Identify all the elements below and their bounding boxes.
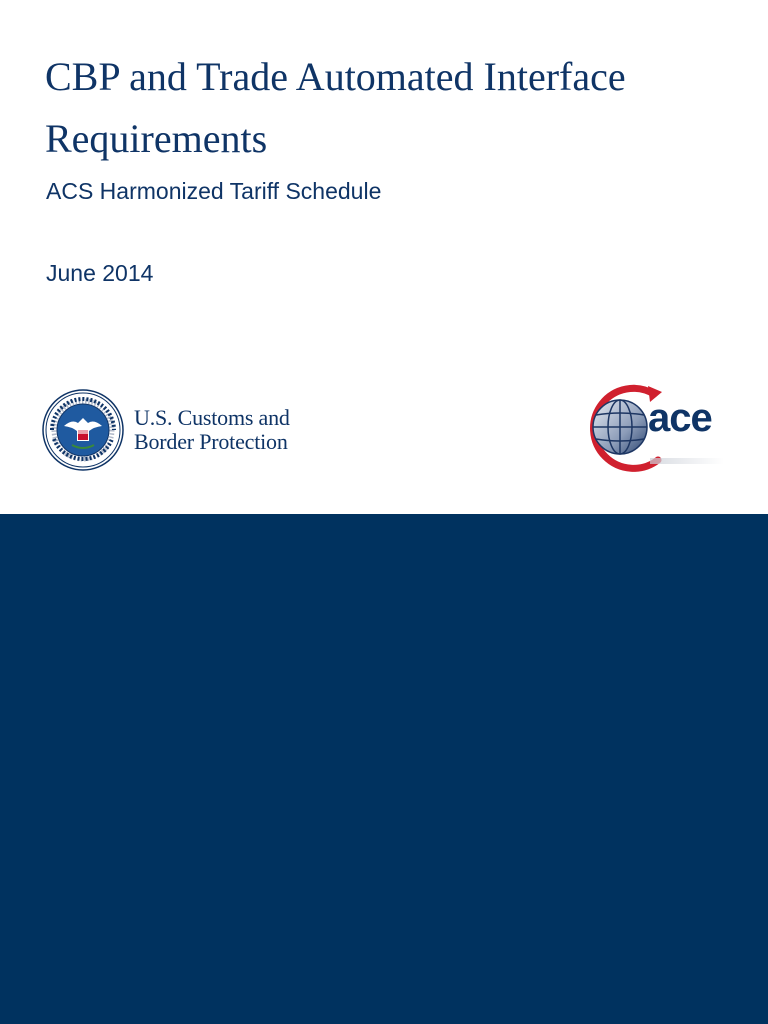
dhs-seal-icon [42, 389, 124, 471]
document-title: CBP and Trade Automated Interface Requirements [45, 54, 626, 161]
ace-logo-text: ace [648, 396, 712, 440]
cbp-wordmark-line1: U.S. Customs and [134, 405, 290, 430]
cbp-wordmark-line2: Border Protection [134, 429, 288, 454]
document-date: June 2014 [46, 260, 154, 286]
cover-navy-band [0, 514, 768, 1024]
document-subtitle: ACS Harmonized Tariff Schedule [46, 178, 382, 204]
cbp-wordmark [134, 406, 290, 454]
